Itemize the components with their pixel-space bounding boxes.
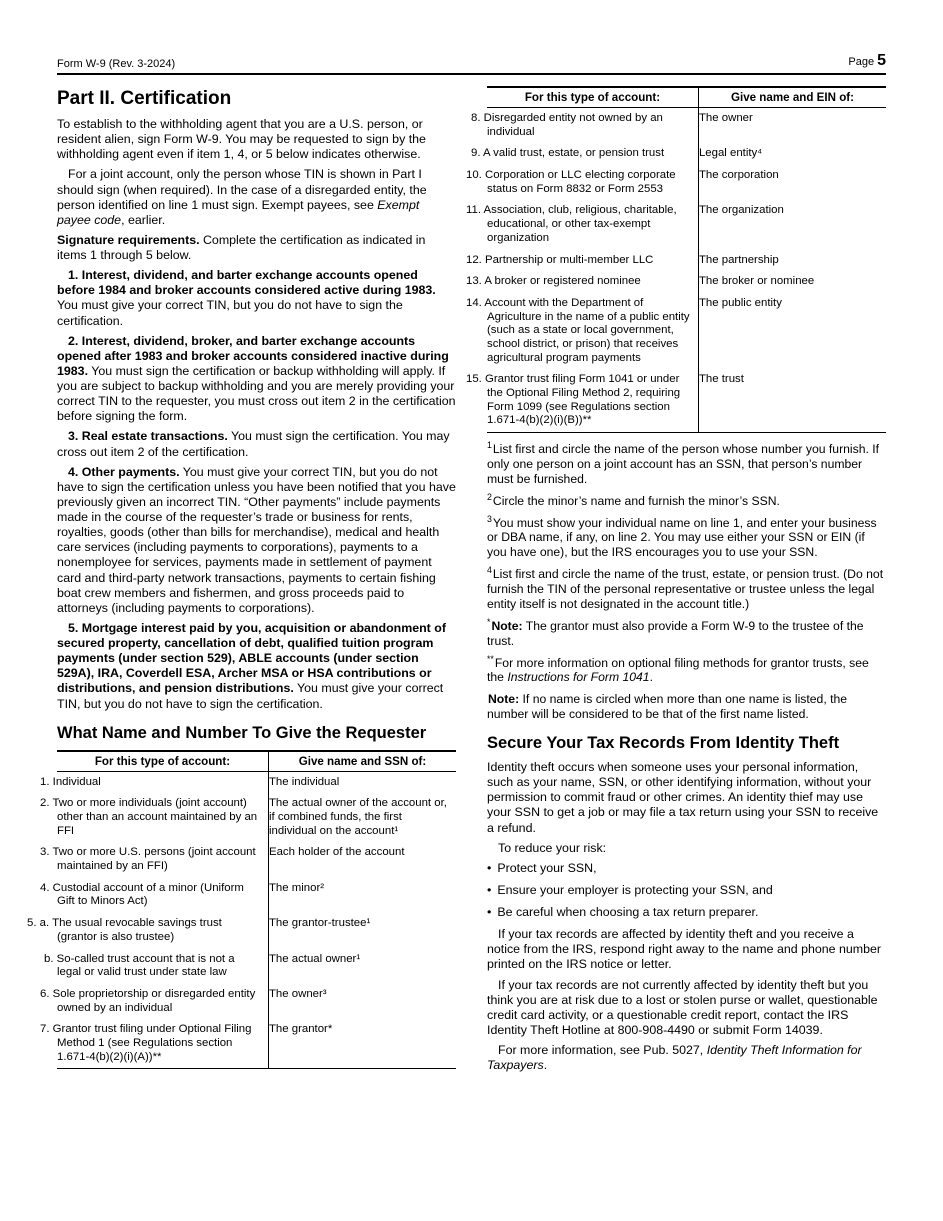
signature-requirements-paragraph: Signature requirements. Complete the certification as indicated in items 1 through 5 below. (57, 232, 426, 262)
left-column (27, 85, 456, 1078)
footnote-1: $^1$List first and circle the name of the person whose number you furnish. If only one person on a joint account has an SSN, that person’s number must be furnished. (487, 440, 880, 486)
table-row (487, 369, 886, 432)
give-name-cell: Legal entity⁴ (698, 147, 763, 160)
page-label: Page (848, 56, 875, 68)
table-row (487, 293, 886, 369)
account-type-column-header: For this type of account: (487, 87, 698, 108)
table-row (487, 108, 886, 144)
table-row (57, 984, 456, 1019)
reduce-risk-intro: To reduce your risk: (498, 840, 607, 855)
account-type-cell: 6. Sole proprietorship or disregarded entity owned by an individual (57, 984, 268, 1019)
item-5-paragraph: 5. Mortgage interest paid by you, acquisition or abandonment of secured property, cancellation of debt, qualified tuition program payments (under section 529), ABLE accounts (under section 529A), IRA, Coverdell ESA, Archer MSA or HSA contributions or distributions, and pension distributions. You must give your correct TIN, but you do not have to sign the certification. (57, 620, 446, 711)
table-row (487, 165, 886, 200)
footnote-marker: 1 (487, 440, 492, 450)
item-2-paragraph: 2. Interest, dividend, broker, and barter exchange accounts opened after 1983 and broker accounts considered inactive during 1983. You must sign the certification or backup withholding will apply. If you are subject to backup withholding and you are merely providing your correct TIN to the requester, you must cross out item 2 in the certification before signing the form. (57, 333, 456, 424)
identity-theft-paragraph-4: For more information, see Pub. 5027, Identity Theft Information for Taxpayers. (487, 1043, 862, 1073)
account-type-cell: 11. Association, club, religious, charitable, educational, or other tax-exempt organization (487, 200, 698, 249)
page-indicator (848, 52, 886, 70)
account-type-table-ssn (27, 750, 456, 1070)
table-row (57, 913, 456, 948)
bullet-item-1: • Protect your SSN, (487, 860, 597, 875)
account-type-cell: 12. Partnership or multi-member LLC (487, 250, 698, 272)
account-type-cell: 8. Disregarded entity not owned by an individual (487, 108, 698, 144)
give-name-cell: The trust (698, 373, 744, 386)
footnote-marker: ** (487, 653, 494, 664)
bullet-item-3: • Be careful when choosing a tax return preparer. (487, 905, 759, 920)
item-1-paragraph: 1. Interest, dividend, and barter exchange accounts opened before 1984 and broker accounts considered active during 1983. You must give your correct TIN, but you do not have to sign the certification. (57, 268, 436, 328)
give-name-ein-column-header: Give name and EIN of: (698, 87, 886, 108)
part2-paragraph-1: To establish to the withholding agent that you are a U.S. person, or resident alien, sign Form W-9. You may be requested to sign by the withholding agent even if item 1, 4, or 5 below indicates otherwise. (57, 117, 426, 162)
page-header (57, 52, 886, 73)
pub-5027-title-italic: Identity Theft Information for Taxpayers (487, 1043, 862, 1073)
account-type-cell: 4. Custodial account of a minor (Uniform Gift to Minors Act) (57, 878, 268, 913)
identity-theft-paragraph-3: If your tax records are not currently affected by identity theft but you think you are at risk due to a lost or stolen purse or wallet, questionable credit card activity, or a questionable credit report, contact the IRS Identity Theft Hotline at 800-908-4490 or submit Form 14039. (487, 977, 878, 1037)
give-name-cell: The minor² (268, 881, 325, 894)
table-row (487, 250, 886, 272)
give-name-cell: The actual owner¹ (268, 952, 361, 965)
give-name-cell: The public entity (698, 296, 782, 309)
give-name-cell: The owner³ (268, 987, 327, 1000)
bullet-icon: • (487, 860, 492, 875)
footnote-star-note: *Note: The grantor must also provide a Form W-9 to the trustee of the trust. (487, 616, 864, 648)
table-row (57, 1019, 456, 1069)
account-type-cell: 7. Grantor trust filing under Optional Filing Method 1 (see Regulations section 1.671-4(b)(2)(i)(A))** (57, 1019, 268, 1069)
table-header-row (57, 751, 456, 772)
account-type-cell: 3. Two or more U.S. persons (joint account maintained by an FFI) (57, 842, 268, 877)
header-rule (57, 73, 886, 75)
footnote-marker: 3 (487, 513, 492, 524)
account-type-cell: 2. Two or more individuals (joint account) other than an account maintained by an FFI (57, 793, 268, 842)
identity-theft-paragraph-2: If your tax records are affected by identity theft and you receive a notice from the IRS, respond right away to the name and phone number printed on the IRS notice or letter. (487, 927, 881, 972)
account-type-cell: 14. Account with the Department of Agriculture in the name of a public entity (such as a state or local government, school district, or prison) that receives agricultural program payments (487, 293, 698, 369)
account-type-cell: 1. Individual (57, 771, 268, 793)
signature-requirements-lead: Signature requirements. (57, 232, 200, 247)
give-name-cell: The grantor* (268, 1023, 333, 1036)
table-row (487, 143, 886, 165)
item-3-paragraph: 3. Real estate transactions. You must sign the certification. You may cross out item 2 of the certification. (57, 429, 450, 459)
two-column-layout (27, 85, 886, 1078)
account-type-cell: 13. A broker or registered nominee (487, 271, 698, 293)
give-name-cell: The owner (698, 112, 753, 124)
footnote-2: $^2$Circle the minor’s name and furnish the minor’s SSN. (487, 491, 780, 508)
give-name-cell: The broker or nominee (698, 275, 815, 288)
footnote-4: $^4$List first and circle the name of the trust, estate, or pension trust. (Do not furnish the TIN of the personal representative or trustee unless the legal entity itself is not designated in the account title.) (487, 565, 884, 611)
give-name-cell: The actual owner of the account or, if combined funds, the first individual on the account¹ (268, 797, 447, 837)
table-row (57, 771, 456, 793)
footnotes (487, 442, 886, 722)
give-name-cell: The corporation (698, 169, 779, 182)
table-row (57, 878, 456, 913)
account-type-column-header: For this type of account: (57, 751, 268, 772)
identity-theft-heading: Secure Your Tax Records From Identity Theft (487, 734, 840, 753)
requester-heading: What Name and Number To Give the Requester (57, 723, 427, 742)
table-header-row (487, 87, 886, 108)
give-name-cell: Each holder of the account (268, 846, 405, 859)
table-row (57, 842, 456, 877)
table-row (487, 271, 886, 293)
footnote-double-star: **For more information on optional filing methods for grantor trusts, see the Instructions for Form 1041. (487, 653, 869, 685)
joint-account-paragraph: For a joint account, only the person whose TIN is shown in Part I should sign (when required). In the case of a disregarded entity, the person identified on line 1 must sign. Exempt payees, see Exempt payee code, earlier. (57, 167, 427, 227)
form-id: Form W-9 (Rev. 3-2024) (57, 58, 176, 70)
table-row (487, 200, 886, 249)
exempt-payee-code-italic: Exempt payee code (57, 197, 420, 227)
give-name-cell: The partnership (698, 253, 779, 266)
footnote-3: $^3$You must show your individual name on line 1, and enter your business or DBA name, if any, on line 2. You may use either your SSN or EIN (if you have one), but the IRS encourages you to use your SSN. (487, 513, 877, 560)
page-number: 5 (877, 52, 886, 69)
table-row (57, 793, 456, 842)
right-column (466, 85, 886, 1078)
give-name-cell: The organization (698, 204, 784, 217)
bullet-icon: • (487, 882, 492, 897)
footnote-marker: 2 (487, 491, 492, 502)
footnote-note: Note: If no name is circled when more than one name is listed, the number will be considered to be that of the first name listed. (487, 692, 848, 722)
footnote-marker: 4 (487, 565, 492, 576)
account-type-cell: 5. a. The usual revocable savings trust (grantor is also trustee) (57, 913, 268, 948)
give-name-ssn-column-header: Give name and SSN of: (268, 751, 456, 772)
account-type-cell: 15. Grantor trust filing Form 1041 or under the Optional Filing Method 2, requiring Form 1099 (see Regulations section 1.671-4(b)(2)(i)(B))** (487, 369, 698, 432)
account-type-cell: 9. A valid trust, estate, or pension trust (487, 143, 698, 165)
table-row (57, 949, 456, 984)
give-name-cell: The grantor-trustee¹ (268, 917, 371, 930)
account-type-cell: 10. Corporation or LLC electing corporate status on Form 8832 or Form 2553 (487, 165, 698, 200)
item-4-paragraph: 4. Other payments. You must give your correct TIN, but you do not have to sign the certification unless you have been notified that you have previously given an incorrect TIN. “Other payments” include payments made in the course of the requester’s trade or business for rents, royalties, goods (other than bills for merchandise), medical and health care services (including payments to corporations), payments to a nonemployee for services, payments made in settlement of payment card and third-party network transactions, payments to certain fishing boat crew members and fishermen, and gross proceeds paid to attorneys (including payments to corporations). (57, 464, 456, 615)
identity-theft-paragraph-1: Identity theft occurs when someone uses your personal information, such as your name, SSN, or other identifying information, without your permission to commit fraud or other crimes. An identity thief may use your SSN to get a job or may file a tax return using your SSN to receive a refund. (487, 760, 879, 835)
footnote-marker: * (487, 616, 491, 627)
give-name-cell: The individual (268, 775, 340, 788)
part2-heading: Part II. Certification (57, 88, 232, 109)
bullet-item-2: • Ensure your employer is protecting your SSN, and (487, 882, 773, 897)
bullet-icon: • (487, 905, 492, 920)
account-type-cell: b. So-called trust account that is not a legal or valid trust under state law (57, 949, 268, 984)
account-type-table-ein (466, 86, 886, 433)
